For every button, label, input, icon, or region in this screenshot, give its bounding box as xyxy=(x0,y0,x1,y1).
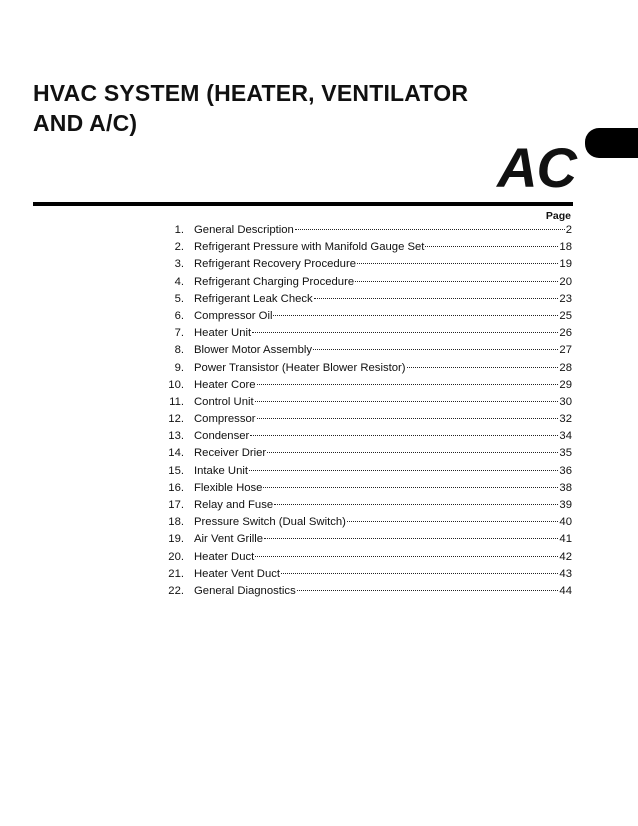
toc-entry[interactable] xyxy=(150,310,572,327)
toc-entry-number: 14. xyxy=(168,447,184,460)
toc-entry-page: 29 xyxy=(559,378,572,391)
toc-entry[interactable] xyxy=(150,258,572,275)
toc-entry[interactable] xyxy=(150,430,572,447)
toc-entry-page: 41 xyxy=(559,533,572,546)
toc-entry-title: Refrigerant Leak Check xyxy=(194,292,313,305)
toc-entry-title: Receiver Drier xyxy=(194,447,267,460)
toc-entry-title: Relay and Fuse xyxy=(194,499,274,511)
toc-dot-leader xyxy=(257,384,559,385)
toc-entry[interactable] xyxy=(150,241,572,258)
toc-entry[interactable] xyxy=(150,224,572,241)
document-title xyxy=(33,78,553,138)
toc-dot-leader xyxy=(250,435,558,436)
toc-entry-number: 18. xyxy=(168,516,184,529)
toc-entry-page: 34 xyxy=(559,430,572,443)
toc-entry[interactable] xyxy=(150,533,572,550)
toc-entry-title: General Description xyxy=(194,224,294,236)
toc-entry[interactable] xyxy=(150,482,572,499)
toc-entry-page: 32 xyxy=(559,413,572,426)
toc-entry-title: Intake Unit xyxy=(194,464,249,477)
toc-entry-page: 38 xyxy=(559,481,572,494)
toc-dot-leader xyxy=(295,229,565,230)
toc-entry[interactable] xyxy=(150,293,572,310)
toc-entry-number: 21. xyxy=(168,567,184,580)
toc-dot-leader xyxy=(425,246,558,247)
toc-entry-page: 42 xyxy=(559,550,572,563)
toc-entry-page: 43 xyxy=(559,567,572,580)
toc-entry-page: 19 xyxy=(559,258,572,271)
toc-dot-leader xyxy=(249,470,558,471)
toc-entry-number: 7. xyxy=(174,327,184,340)
toc-entry-number: 20. xyxy=(168,550,184,563)
toc-entry[interactable] xyxy=(150,379,572,396)
toc-entry-page: 35 xyxy=(559,447,572,460)
toc-entry[interactable] xyxy=(150,276,572,293)
toc-entry-page: 2 xyxy=(565,224,572,236)
toc-dot-leader xyxy=(273,315,558,316)
toc-entry-title: Heater Vent Duct xyxy=(194,567,281,580)
toc-entry[interactable] xyxy=(150,327,572,344)
toc-dot-leader xyxy=(357,263,558,264)
toc-entry[interactable] xyxy=(150,396,572,413)
toc-entry[interactable] xyxy=(150,516,572,533)
toc-dot-leader xyxy=(313,349,558,350)
toc-entry[interactable] xyxy=(150,447,572,464)
toc-dot-leader xyxy=(355,281,558,282)
toc-dot-leader xyxy=(347,521,558,522)
toc-entry-title: Power Transistor (Heater Blower Resistor) xyxy=(194,361,406,374)
toc-entry-number: 12. xyxy=(168,413,184,426)
toc-dot-leader xyxy=(264,538,558,539)
toc-entry-title: Air Vent Grille xyxy=(194,533,264,546)
toc-entry-title: Refrigerant Recovery Procedure xyxy=(194,258,356,271)
toc-entry-page: 30 xyxy=(559,395,572,408)
page-column-heading: Page xyxy=(545,210,571,222)
toc-entry[interactable] xyxy=(150,585,572,602)
toc-entry-title: Flexible Hose xyxy=(194,481,263,494)
toc-entry-page: 44 xyxy=(559,584,572,597)
section-tab-marker xyxy=(585,128,638,158)
toc-entry-page: 27 xyxy=(559,344,572,357)
toc-entry-title: Refrigerant Charging Procedure xyxy=(194,275,355,288)
toc-dot-leader xyxy=(407,367,559,368)
toc-entry[interactable] xyxy=(150,568,572,585)
toc-entry[interactable] xyxy=(150,413,572,430)
toc-entry-title: Compressor Oil xyxy=(194,309,273,322)
toc-dot-leader xyxy=(263,487,558,488)
toc-entry[interactable] xyxy=(150,465,572,482)
toc-entry-number: 5. xyxy=(174,292,184,305)
toc-entry-title: Condenser xyxy=(194,430,250,443)
document-title-line-2: AND A/C) xyxy=(33,110,138,136)
toc-entry-title: General Diagnostics xyxy=(194,584,296,597)
toc-entry-number: 6. xyxy=(174,309,184,322)
toc-dot-leader xyxy=(297,590,559,591)
toc-entry-title: Heater Duct xyxy=(194,550,255,563)
toc-entry-page: 40 xyxy=(559,516,572,529)
toc-entry-title: Pressure Switch (Dual Switch) xyxy=(194,516,346,529)
toc-dot-leader xyxy=(274,504,558,505)
toc-entry-title: Heater Core xyxy=(194,378,256,391)
toc-dot-leader xyxy=(267,452,558,453)
toc-entry-page: 36 xyxy=(559,464,572,477)
toc-entry-number: 2. xyxy=(174,241,184,254)
toc-entry-title: Control Unit xyxy=(194,395,254,408)
toc-dot-leader xyxy=(255,556,558,557)
toc-entry-page: 23 xyxy=(559,292,572,305)
toc-entry-number: 3. xyxy=(174,258,184,271)
toc-entry-page: 18 xyxy=(559,241,572,254)
toc-entry-title: Heater Unit xyxy=(194,327,252,340)
toc-entry-page: 25 xyxy=(559,309,572,322)
toc-entry-page: 28 xyxy=(559,361,572,374)
toc-entry-title: Compressor xyxy=(194,413,256,426)
toc-entry-number: 15. xyxy=(168,464,184,477)
toc-entry[interactable] xyxy=(150,499,572,516)
toc-entry-number: 11. xyxy=(169,395,184,408)
toc-entry-title: Refrigerant Pressure with Manifold Gauge Set xyxy=(194,241,425,254)
header-divider xyxy=(33,202,573,206)
toc-entry-number: 13. xyxy=(168,430,184,443)
toc-entry-number: 4. xyxy=(174,275,184,288)
toc-entry-number: 1. xyxy=(174,224,184,236)
toc-dot-leader xyxy=(314,298,559,299)
document-title-line-1: HVAC SYSTEM (HEATER, VENTILATOR xyxy=(33,80,469,106)
toc-entry-number: 10. xyxy=(168,378,184,391)
toc-entry-number: 19. xyxy=(168,533,184,546)
toc-entry-number: 22. xyxy=(168,584,184,597)
toc-entry-number: 9. xyxy=(174,361,184,374)
toc-dot-leader xyxy=(252,332,558,333)
table-of-contents xyxy=(150,224,572,602)
toc-dot-leader xyxy=(255,401,559,402)
toc-entry-page: 39 xyxy=(559,499,572,511)
toc-dot-leader xyxy=(281,573,558,574)
toc-entry[interactable] xyxy=(150,362,572,379)
toc-entry-title: Blower Motor Assembly xyxy=(194,344,313,357)
toc-entry-number: 17. xyxy=(168,499,184,511)
toc-entry-page: 26 xyxy=(559,327,572,340)
toc-entry-number: 16. xyxy=(168,481,184,494)
toc-entry-number: 8. xyxy=(174,344,184,357)
toc-dot-leader xyxy=(257,418,559,419)
section-code: AC xyxy=(497,136,576,199)
toc-entry-page: 20 xyxy=(559,275,572,288)
toc-entry[interactable] xyxy=(150,344,572,361)
toc-entry[interactable] xyxy=(150,551,572,568)
